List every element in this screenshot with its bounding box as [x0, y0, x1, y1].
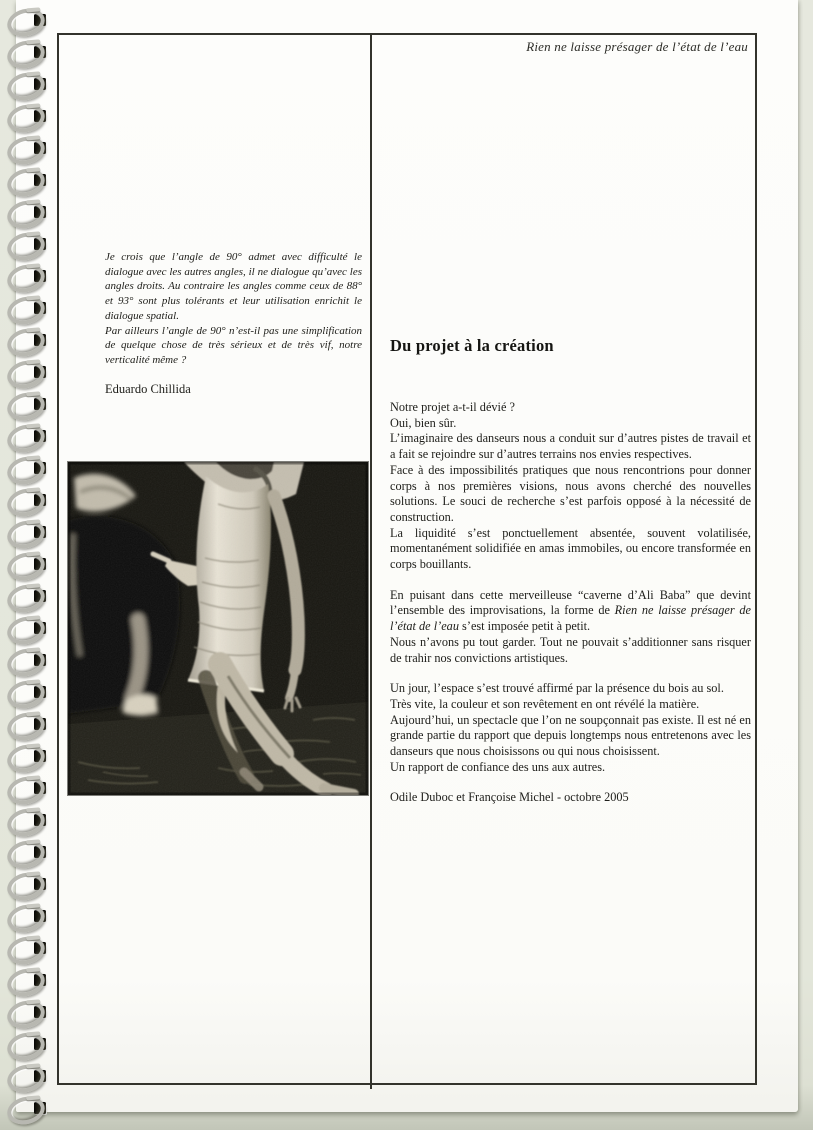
quote-sentence: Je crois que l’angle de 90° admet avec difficulté le dialogue avec les autres angles, il ne dialogue qu’avec les angles droits. Au contraire les angles comme ceux de 88° et 93° sont plus tolérants et leur utilisation enrichit le dialogue spatial.: [105, 251, 362, 322]
spiral-loop: [7, 296, 53, 322]
sentence: Aujourd’hui, un spectacle que l’on ne soupçonnait pas existe. Il est né en grande partie du rapport que depuis longtemps nous entretenons avec les danseurs que nous choisissons ou qui nous choisissent.: [390, 712, 751, 759]
sentence: Nous n’avons pu tout garder. Tout ne pouvait s’additionner sans risquer de trahir nos convictions artistiques.: [390, 634, 751, 665]
wire-coil: [4, 453, 47, 488]
wire-coil: [4, 773, 47, 808]
wire-coil: [4, 997, 47, 1032]
quote-text: [105, 250, 362, 368]
wire-coil: [4, 133, 47, 168]
sentence: Notre projet a-t-il dévié ?: [390, 400, 515, 414]
wire-coil: [4, 901, 47, 936]
sentence: Un jour, l’espace s’est trouvé affirmé par la présence du bois au sol.: [390, 681, 724, 696]
spiral-loop: [7, 456, 53, 482]
spiral-loop: [7, 680, 53, 706]
sentence: Un rapport de confiance des uns aux autres.: [390, 759, 606, 774]
spiral-loop: [7, 328, 53, 354]
article-signature: Odile Duboc et Françoise Michel - octobre 2005: [390, 790, 629, 805]
spiral-loop: [7, 392, 53, 418]
wire-coil: [4, 549, 47, 584]
wire-coil: [4, 709, 47, 744]
spiral-loop: [7, 1064, 53, 1090]
work-title-italic: Rien ne laisse présager de l’état de l’eau: [390, 603, 751, 634]
spiral-loop: [7, 488, 53, 514]
wire-coil: [4, 261, 47, 296]
chillida-quote: [105, 250, 362, 396]
wire-coil: [4, 37, 47, 72]
spiral-loop: [7, 8, 53, 34]
sentence: Face à des impossibilités pratiques que nous rencontrions pour donner corps à nos premières visions, nous avons cherché des nouvelles solutions. Le souci de recherche s’est parfois opposé à la nécessité de construction.: [390, 462, 751, 524]
wire-coil: [4, 197, 47, 232]
wire-coil: [4, 101, 47, 136]
wire-coil: [4, 837, 47, 872]
spiral-loop: [7, 72, 53, 98]
spiral-loop: [7, 808, 53, 834]
dancer-photo-art: [68, 462, 368, 795]
spiral-loop: [7, 424, 53, 450]
wire-coil: [4, 293, 47, 328]
paper-sheet: [16, 0, 798, 1112]
wire-coil: [4, 229, 47, 264]
spiral-loop: [7, 872, 53, 898]
sentence: Oui, bien sûr.: [390, 415, 457, 430]
wire-coil: [4, 869, 47, 904]
spiral-loop: [7, 552, 53, 578]
spiral-loop: [7, 616, 53, 642]
sentence: La liquidité s’est ponctuellement absentée, souvent volatilisée, momentanément solidifiée en amas immobiles, ou encore transformée en corps bouillants.: [390, 525, 751, 572]
wire-coil: [4, 69, 47, 104]
wire-coil: [4, 677, 47, 712]
spiral-loop: [7, 584, 53, 610]
wire-coil: [4, 165, 47, 200]
paragraph-block: [390, 681, 751, 775]
wire-coil: [4, 485, 47, 520]
spiral-loop: [7, 136, 53, 162]
sentence-text: s’est imposée petit à petit.: [458, 619, 591, 634]
spiral-loop: [7, 744, 53, 770]
spiral-loop: [7, 104, 53, 130]
spiral-loop: [7, 360, 53, 386]
wire-coil: [4, 1061, 47, 1096]
wire-coil: [4, 613, 47, 648]
column-divider-rule: [370, 33, 372, 1089]
article-body: [390, 400, 751, 775]
spiral-loop: [7, 840, 53, 866]
spiral-loop: [7, 648, 53, 674]
sentence-text: En puisant dans cette merveilleuse “caverne d’Ali Baba” que devint l’ensemble des improvisations, la forme de: [390, 587, 751, 618]
sentence: [390, 588, 751, 635]
quote-attribution: Eduardo Chillida: [105, 381, 191, 396]
wire-coil: [4, 5, 47, 40]
spiral-loop: [7, 936, 53, 962]
spiral-loop: [7, 712, 53, 738]
spiral-loop: [7, 1096, 53, 1122]
spiral-loop: [7, 232, 53, 258]
wire-coil: [4, 1029, 47, 1064]
sentence: L’imaginaire des danseurs nous a conduit sur d’autres pistes de travail et a fait se rejoindre sur d’autres terrains nos envies respectives.: [390, 431, 751, 462]
spiral-loop: [7, 168, 53, 194]
wire-coil: [4, 1093, 47, 1128]
wire-coil: [4, 325, 47, 360]
wire-coil: [4, 421, 47, 456]
spiral-loop: [7, 264, 53, 290]
spiral-loop: [7, 904, 53, 930]
wire-coil: [4, 741, 47, 776]
spiral-loop: [7, 200, 53, 226]
spiral-loop: [7, 1000, 53, 1026]
spiral-loop: [7, 776, 53, 802]
wire-coil: [4, 805, 47, 840]
dancer-photo: [68, 462, 368, 795]
sentence: Très vite, la couleur et son revêtement en ont révélé la matière.: [390, 696, 700, 711]
spiral-loop: [7, 968, 53, 994]
paragraph-block: [390, 588, 751, 667]
wire-coil: [4, 933, 47, 968]
running-header-title: Rien ne laisse présager de l’état de l’eau: [526, 39, 748, 54]
paragraph-block: [390, 400, 751, 573]
main-article: [390, 336, 751, 805]
wire-coil: [4, 965, 47, 1000]
quote-sentence: Par ailleurs l’angle de 90° n’est-il pas une simplification de quelque chose de très sérieux et de très vif, notre verticalité même ?: [105, 324, 362, 366]
spiral-loop: [7, 520, 53, 546]
article-heading: Du projet à la création: [390, 336, 554, 355]
spiral-loop: [7, 1032, 53, 1058]
spiral-binding: [0, 0, 60, 1130]
wire-coil: [4, 389, 47, 424]
wire-coil: [4, 357, 47, 392]
spiral-loop: [7, 40, 53, 66]
wire-coil: [4, 581, 47, 616]
wire-coil: [4, 517, 47, 552]
wire-coil: [4, 645, 47, 680]
